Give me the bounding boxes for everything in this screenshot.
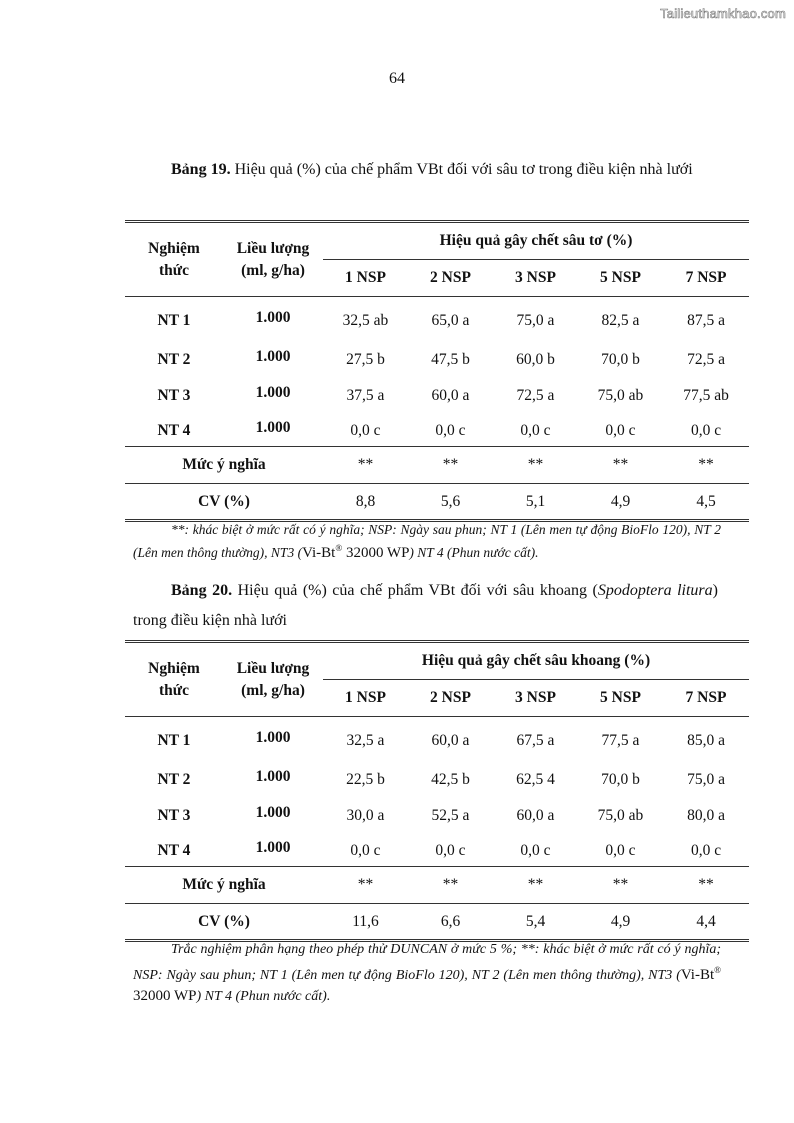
header-treatment: Nghiệm thức bbox=[125, 642, 223, 717]
header-dose: Liều lượng (ml, g/ha) bbox=[223, 222, 323, 297]
header-day: 5 NSP bbox=[600, 269, 641, 286]
table-row: NT 1 1.000 32,5 a 60,0 a 67,5 a 77,5 a 85,0 a bbox=[157, 728, 725, 749]
table-20-label: Bảng 20. bbox=[171, 582, 233, 599]
table-19-footnote: **: khác biệt ở mức rất có ý nghĩa; NSP: Ngày sau phun; NT 1 (Lên men tự động BioFlo 120), NT 2 (Lên men thông thường), NT3 (Vi-Bt® 32000 WP) NT 4 (Phun nước cất). bbox=[133, 522, 721, 561]
header-day: 3 NSP bbox=[515, 689, 556, 706]
table-19 bbox=[125, 220, 749, 522]
table-19-caption bbox=[133, 155, 718, 185]
cv-row: CV (%) 11,6 6,6 5,4 4,9 4,4 bbox=[125, 904, 749, 941]
table-row: NT 2 1.000 27,5 b 47,5 b 60,0 b 70,0 b 72,5 a bbox=[157, 347, 725, 368]
table-row: NT 4 1.000 0,0 c 0,0 c 0,0 c 0,0 c 0,0 c bbox=[125, 831, 749, 867]
header-day: 1 NSP bbox=[345, 689, 386, 706]
header-efficacy-group: Hiệu quả gây chết sâu khoang (%) bbox=[323, 642, 749, 680]
significance-row: Mức ý nghĩa ** ** ** ** ** bbox=[125, 447, 749, 484]
header-day: 2 NSP bbox=[430, 689, 471, 706]
header-day: 7 NSP bbox=[685, 689, 727, 706]
table-20-footnote: Trắc nghiệm phân hạng theo phép thử DUNCAN ở mức 5 %; **: khác biệt ở mức rất có ý nghĩa; NSP: Ngày sau phun; NT 1 (Lên men tự động BioFlo 120), NT 2 (Lên men thông thường), NT3 (Vi-Bt® 32000 WP) NT 4 (Phun nước cất). bbox=[133, 942, 721, 1004]
header-day: 2 NSP bbox=[430, 269, 471, 286]
table-row: NT 4 1.000 0,0 c 0,0 c 0,0 c 0,0 c 0,0 c bbox=[125, 411, 749, 447]
watermark: Tailieuthamkhao.com bbox=[660, 6, 786, 21]
header-efficacy-group: Hiệu quả gây chết sâu tơ (%) bbox=[323, 222, 749, 260]
table-row: NT 1 1.000 32,5 ab 65,0 a 75,0 a 82,5 a 87,5 a bbox=[157, 308, 725, 329]
header-day: 3 NSP bbox=[515, 269, 556, 286]
header-day: 7 NSP bbox=[685, 269, 727, 286]
table-19-caption-text: Hiệu quả (%) của chế phẩm VBt đối với sâu tơ trong điều kiện nhà lưới bbox=[234, 161, 693, 178]
page-number: 64 bbox=[389, 70, 405, 87]
header-dose: Liều lượng (ml, g/ha) bbox=[223, 642, 323, 717]
header-day: 1 NSP bbox=[345, 269, 386, 286]
header-treatment: Nghiệm thức bbox=[125, 222, 223, 297]
table-19-label: Bảng 19. bbox=[171, 161, 231, 178]
table-20 bbox=[125, 640, 749, 942]
table-row: NT 3 1.000 37,5 a 60,0 a 72,5 a 75,0 ab 77,5 ab bbox=[157, 383, 729, 404]
table-20-caption: Bảng 20. Hiệu quả (%) của chế phẩm VBt đối với sâu khoang (Spodoptera litura) trong điều kiện nhà lưới bbox=[133, 582, 718, 629]
significance-row: Mức ý nghĩa ** ** ** ** ** bbox=[125, 867, 749, 904]
table-row: NT 3 1.000 30,0 a 52,5 a 60,0 a 75,0 ab 80,0 a bbox=[157, 803, 725, 824]
species-name: Spodoptera litura bbox=[597, 582, 713, 599]
header-day: 5 NSP bbox=[600, 689, 641, 706]
cv-row: CV (%) 8,8 5,6 5,1 4,9 4,5 bbox=[125, 484, 749, 521]
table-row: NT 2 1.000 22,5 b 42,5 b 62,5 4 70,0 b 75,0 a bbox=[157, 767, 725, 788]
